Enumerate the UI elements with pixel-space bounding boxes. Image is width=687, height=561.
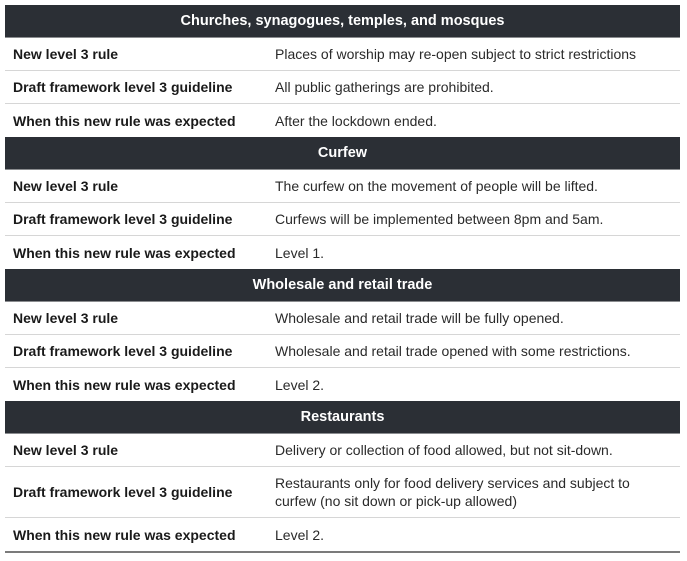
row-value: After the lockdown ended. xyxy=(275,112,437,129)
row-label: Draft framework level 3 guideline xyxy=(13,484,233,500)
table-row xyxy=(5,302,680,335)
row-label: Draft framework level 3 guideline xyxy=(13,343,233,359)
row-value: Level 2. xyxy=(275,376,325,393)
table-row xyxy=(5,467,680,518)
table-row xyxy=(5,434,680,467)
row-value: The curfew on the movement of people will be lifted. xyxy=(275,178,598,194)
row-label: When this new rule was expected xyxy=(13,526,236,543)
row-value: Delivery or collection of food allowed, but not sit-down. xyxy=(275,442,613,458)
row-label: Draft framework level 3 guideline xyxy=(13,211,233,227)
row-value: Wholesale and retail trade opened with some restrictions. xyxy=(275,343,631,359)
row-value: Level 2. xyxy=(275,526,325,543)
row-value: Places of worship may re-open subject to strict restrictions xyxy=(275,46,637,62)
table-row xyxy=(5,170,680,203)
row-label: Draft framework level 3 guideline xyxy=(13,79,233,95)
row-label: New level 3 rule xyxy=(13,442,119,458)
section-header-churches: Churches, synagogues, temples, and mosques xyxy=(5,5,680,38)
row-label: When this new rule was expected xyxy=(13,112,236,129)
row-value: All public gatherings are prohibited. xyxy=(275,79,494,95)
row-label: New level 3 rule xyxy=(13,178,119,194)
table-row xyxy=(5,38,680,71)
section-header-wholesale-retail: Wholesale and retail trade xyxy=(5,269,680,302)
section-header-restaurants: Restaurants xyxy=(5,401,680,434)
row-label: When this new rule was expected xyxy=(13,244,236,261)
table-row xyxy=(5,104,680,137)
table-row xyxy=(5,368,680,401)
row-label: New level 3 rule xyxy=(13,46,119,62)
table-row xyxy=(5,71,680,104)
row-value: Level 1. xyxy=(275,244,325,261)
regulations-table xyxy=(5,5,680,553)
row-label: When this new rule was expected xyxy=(13,376,236,393)
row-value: Wholesale and retail trade will be fully opened. xyxy=(275,310,564,326)
table-row xyxy=(5,203,680,236)
table-row xyxy=(5,236,680,269)
row-value: Curfews will be implemented between 8pm and 5am. xyxy=(275,211,604,227)
row-label: New level 3 rule xyxy=(13,310,119,326)
section-header-curfew: Curfew xyxy=(5,137,680,170)
table-row xyxy=(5,335,680,368)
table-row xyxy=(5,518,680,551)
row-value: Restaurants only for food delivery services and subject to curfew (no sit down or pick-up allowed) xyxy=(275,475,630,509)
